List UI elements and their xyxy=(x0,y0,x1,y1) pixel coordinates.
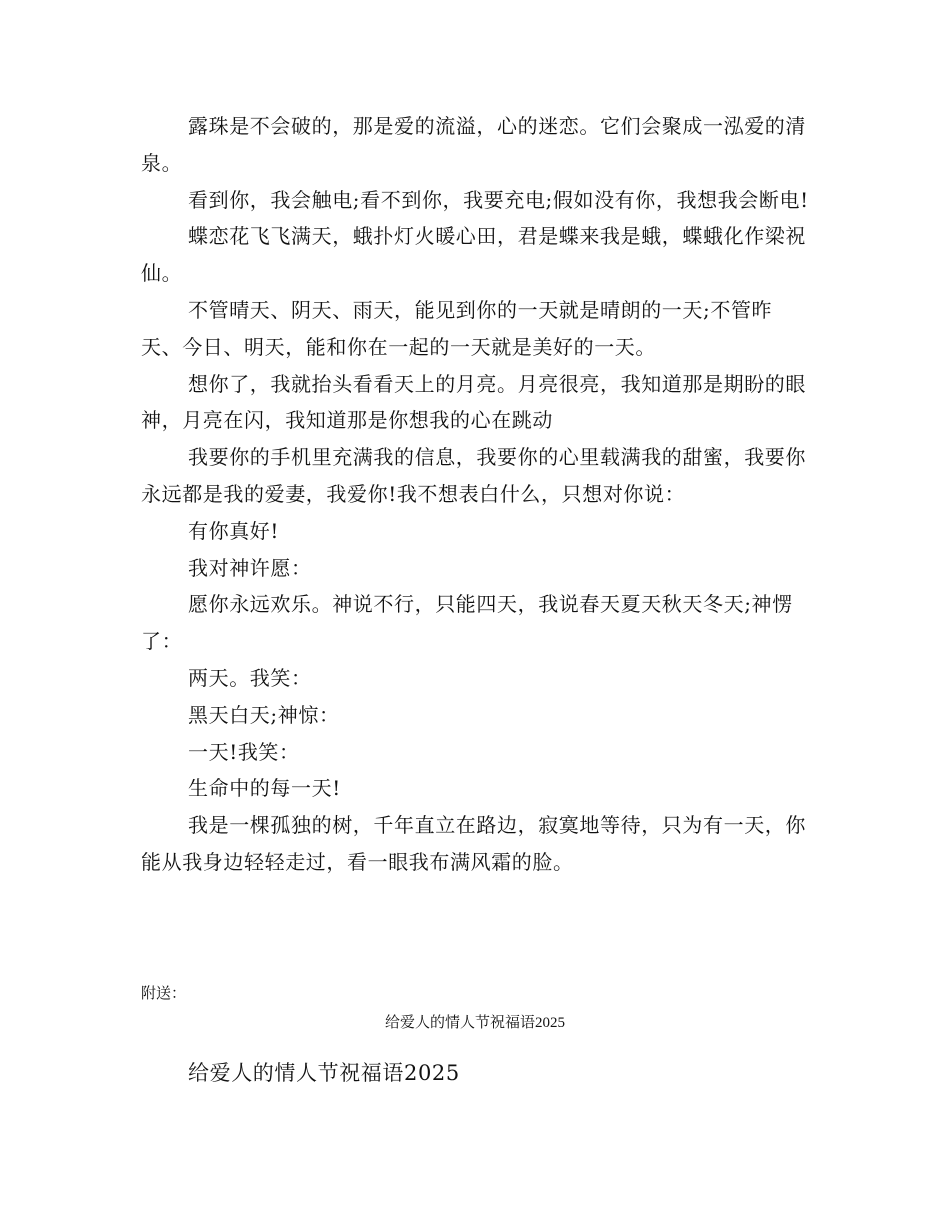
paragraph-1: 露珠是不会破的，那是爱的流溢，心的迷恋。它们会聚成一泓爱的清泉。 xyxy=(141,114,806,175)
paragraph-9: 愿你永远欢乐。神说不行，只能四天，我说春天夏天秋天冬天;神愣了： xyxy=(141,592,793,654)
paragraph-8: 我对神许愿： xyxy=(188,555,312,580)
paragraph-14: 我是一棵孤独的树，千年直立在路边，寂寞地等待，只为有一天，你能从我身边轻轻走过，看一眼我布满风霜的脸。 xyxy=(141,813,806,874)
paragraph-3: 蝶恋花飞飞满天，蛾扑灯火暖心田，君是蝶来我是蛾，蝶蛾化作梁祝仙。 xyxy=(141,224,806,286)
paragraph-7: 有你真好! xyxy=(188,518,280,543)
appendix-title: 给爱人的情人节祝福语2025 xyxy=(384,1015,565,1031)
appendix-label: 附送： xyxy=(141,986,187,1002)
paragraph-6: 我要你的手机里充满我的信息，我要你的心里载满我的甜蜜，我要你永远都是我的爱妻，我爱你!我不想表白什么，只想对你说： xyxy=(141,445,806,506)
body-text xyxy=(141,108,813,881)
paragraph-10: 两天。我笑： xyxy=(188,665,312,690)
paragraph-11: 黑天白天;神惊： xyxy=(188,702,340,727)
paragraph-5: 想你了，我就抬头看看天上的月亮。月亮很亮，我知道那是期盼的眼神，月亮在闪，我知道那是你想我的心在跳动 xyxy=(141,371,806,433)
paragraph-2: 看到你，我会触电;看不到你，我要充电;假如没有你，我想我会断电! xyxy=(188,187,809,212)
paragraph-12: 一天!我笑： xyxy=(188,739,300,764)
paragraph-13: 生命中的每一天! xyxy=(188,776,341,801)
paragraph-4: 不管晴天、阴天、雨天，能见到你的一天就是晴朗的一天;不管昨天、今日、明天，能和你在一起的一天就是美好的一天。 xyxy=(141,297,773,359)
appendix-heading: 给爱人的情人节祝福语2025 xyxy=(188,1061,460,1085)
